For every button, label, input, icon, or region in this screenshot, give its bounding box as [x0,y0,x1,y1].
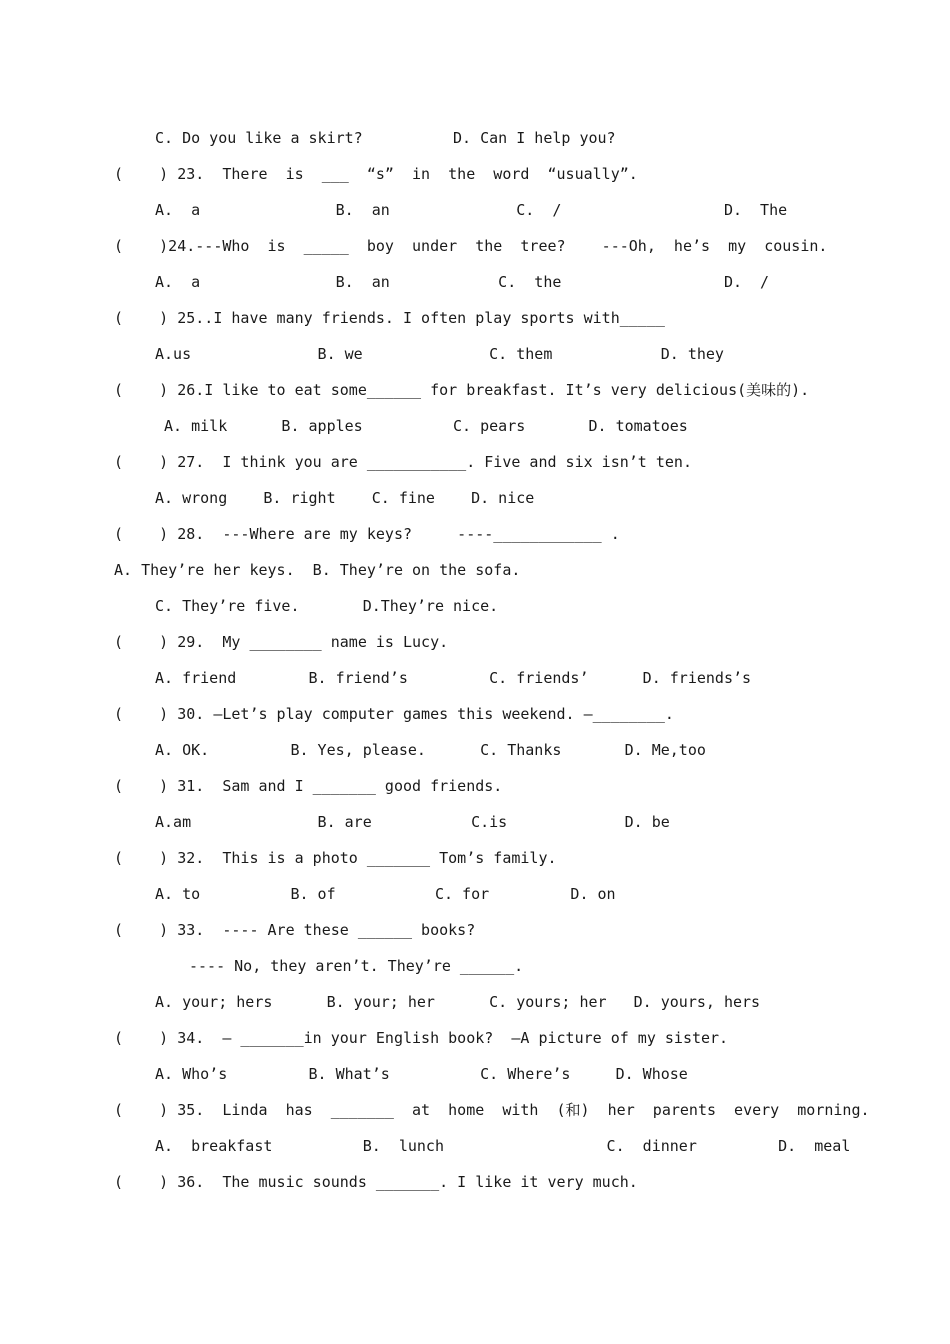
question-line: ( ) 26.I like to eat some______ for breakfast. It’s very delicious(美味的). [114,381,810,399]
option-line: A. to B. of C. for D. on [155,885,616,903]
question-line: ( ) 30. —Let’s play computer games this weekend. —________. [114,705,674,723]
option-line: C. They’re five. D.They’re nice. [155,597,499,615]
question-line: ( ) 29. My ________ name is Lucy. [114,633,449,651]
question-line: ( ) 27. I think you are ___________. Five and six isn’t ten. [114,453,692,471]
question-line: ( ) 35. Linda has _______ at home with (和) her parents every morning. [114,1101,870,1119]
question-line: ( ) 34. — _______in your English book? —A picture of my sister. [114,1029,729,1047]
question-line: ( ) 25..I have many friends. I often play sports with_____ [114,309,665,327]
question-line: ( ) 33. ---- Are these ______ books? [114,921,476,939]
question-line: ( ) 36. The music sounds _______. I like it very much. [114,1173,638,1191]
question-line: ( )24.---Who is _____ boy under the tree? ---Oh, he’s my cousin. [114,237,828,255]
option-line: A. Who’s B. What’s C. Where’s D. Whose [155,1065,688,1083]
question-line: ( ) 28. ---Where are my keys? ----____________ . [114,525,620,543]
question-line: ( ) 32. This is a photo _______ Tom’s family. [114,849,557,867]
question-line: ( ) 23. There is ___ “s” in the word “usually”. [114,165,638,183]
option-line: C. Do you like a skirt? D. Can I help you? [155,129,616,147]
option-line: A. wrong B. right C. fine D. nice [155,489,535,507]
option-line: A.us B. we C. them D. they [155,345,724,363]
option-line: A. your; hers B. your; her C. yours; her D. yours, hers [155,993,761,1011]
option-line: A. OK. B. Yes, please. C. Thanks D. Me,too [155,741,706,759]
option-line: A.am B. are C.is D. be [155,813,670,831]
option-line: A. friend B. friend’s C. friends’ D. friends’s [155,669,752,687]
dialogue-line: ---- No, they aren’t. They’re ______. [189,957,524,975]
option-line: A. They’re her keys. B. They’re on the sofa. [114,561,521,579]
option-line: A. a B. an C. / D. The [155,201,788,219]
question-line: ( ) 31. Sam and I _______ good friends. [114,777,503,795]
option-line: A. breakfast B. lunch C. dinner D. meal [155,1137,851,1155]
option-line: A. milk B. apples C. pears D. tomatoes [155,417,688,435]
option-line: A. a B. an C. the D. / [155,273,770,291]
